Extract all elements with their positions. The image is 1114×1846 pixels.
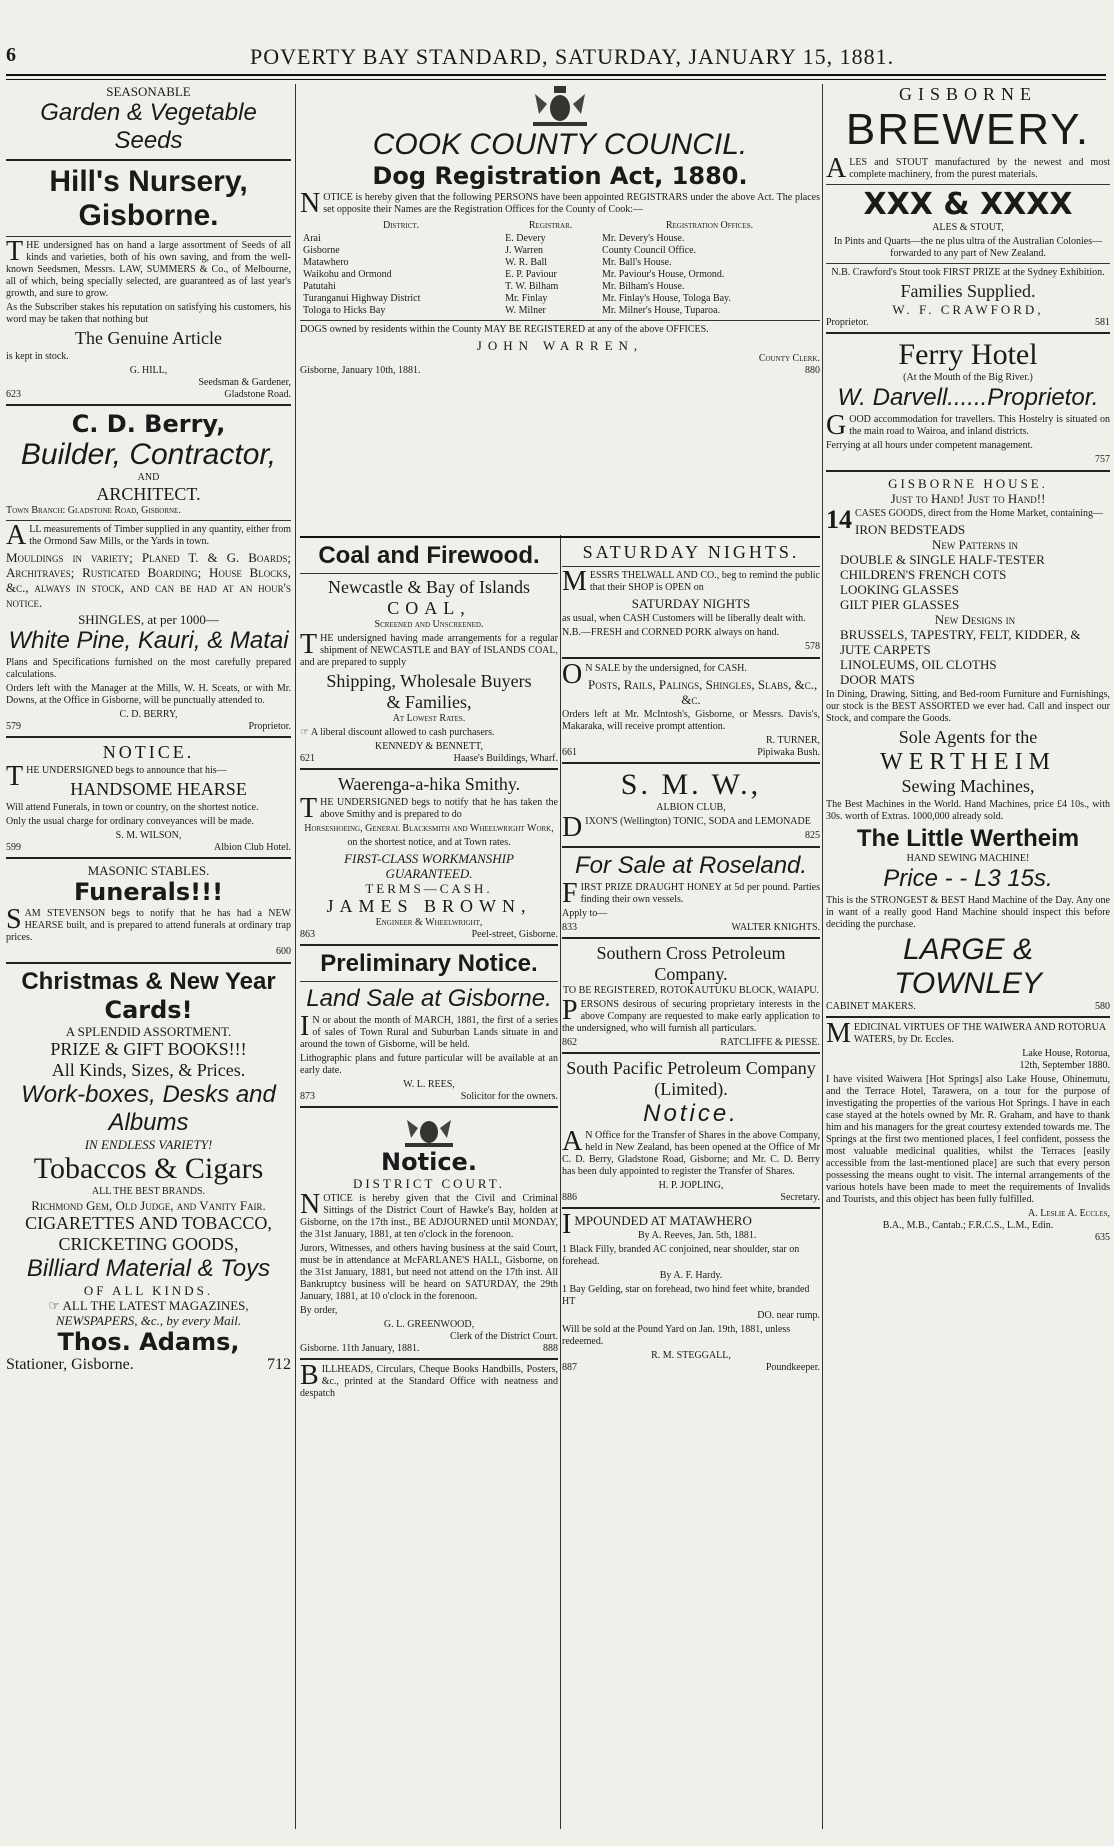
list-item: GILT PIER GLASSES (840, 597, 960, 612)
pine-heading: White Pine, Kauri, & Matai (8, 627, 289, 654)
darvell-heading: W. Darvell......Proprietor. (837, 384, 1099, 411)
notice-heading: NOTICE. (102, 742, 195, 762)
lake-text: Lake House, Rotorua, (1022, 1048, 1110, 1059)
ref-number: 578 (805, 641, 820, 652)
table-cell: Mr. Paviour's House, Ormond. (602, 269, 725, 280)
ref-number: 862 (562, 1037, 577, 1048)
column-header: Registrar. (528, 220, 573, 231)
column-header: District. (382, 220, 420, 231)
steggall-name: R. M. STEGGALL, (651, 1350, 731, 1361)
ref-number: 623 (6, 389, 21, 400)
table-cell: E. P. Paviour (505, 269, 557, 280)
satnights-text: SATURDAY NIGHTS (631, 596, 751, 611)
table-cell: Matawhero (303, 257, 349, 268)
eccles-name: A. Leslie A. Eccles, (1028, 1208, 1110, 1219)
drop-cap: D (562, 812, 583, 843)
berry-name: C. D. BERRY, (119, 709, 178, 720)
table-row (300, 233, 820, 245)
drop-cap: T (6, 236, 24, 267)
ref-number: 888 (543, 1343, 558, 1354)
council-notice (300, 84, 820, 534)
drop-cap: N (300, 1189, 321, 1220)
hill-name: G. HILL, (129, 365, 168, 376)
nursery-body: THE undersigned has on hand a large assortment of Seeds of all kinds and varieties, both of his own saving, and from the well-known Seedsmen, Messrs. LAW, SUMMERS & Co., of Melbourne, all of which, being specially selected, are guaranteed as of last year's growth, and sure to grow. (6, 236, 291, 299)
terms-text: TERMS—CASH. (365, 881, 493, 896)
stationer-text: Stationer, Gisborne. (6, 1356, 134, 1373)
hardy-text: By A. F. Hardy. (659, 1270, 723, 1281)
column-1 (6, 84, 291, 1834)
ref-number: 873 (300, 1091, 315, 1102)
table-cell: Patutahi (303, 281, 336, 292)
workboxes-heading: Work-boxes, Desks and (21, 1081, 276, 1108)
hill-place: Gladstone Road. (224, 389, 291, 400)
rees-name: W. L. REES, (403, 1079, 455, 1090)
hearse-body-2: Only the usual charge for ordinary conveyances will be made. (6, 816, 255, 827)
discount-text: ☞ A liberal discount allowed to cash purchasers. (300, 727, 495, 738)
gelding-text: 1 Bay Gelding, star on forehead, two hind feet white, branded HT (562, 1284, 810, 1307)
thelwall-text: MESSRS THELWALL AND CO., beg to remind the public that their SHOP is OPEN on (562, 566, 820, 597)
firstclass-text: FIRST-CLASS WORKMANSHIP GUARANTEED. (344, 851, 514, 881)
strongest-text: This is the STRONGEST & BEST Hand Machine of the Day. Any one in want of a really good Hand Machine should inspect this before deciding the purchase. (826, 895, 1110, 930)
hand-sewing-text: HAND SEWING MACHINE! (906, 853, 1030, 864)
ratcliffe-name: RATCLIFFE & PIESSE. (720, 1037, 820, 1048)
ref-number: 579 (6, 721, 21, 732)
newcastle-heading: Newcastle & Bay of Islands (328, 577, 530, 597)
registered-text: TO BE REGISTERED, ROTOKAUTUKU BLOCK, WAIAPU. (562, 985, 820, 996)
table-cell: Mr. Devery's House. (602, 233, 685, 244)
south-pacific-heading: South Pacific Petroleum Company (Limited). (566, 1058, 816, 1099)
brown-place: Peel-street, Gisborne. (471, 929, 558, 940)
genuine-heading: The Genuine Article (75, 328, 222, 348)
table-cell: Tologa to Hicks Bay (303, 305, 386, 316)
table-cell: W. R. Ball (505, 257, 547, 268)
shortest-text: on the shortest notice, and at Town rates. (347, 837, 511, 848)
court-date: Gisborne. 11th January, 1881. (300, 1343, 420, 1354)
branch-text: Town Branch: Gladstone Road, Gisborne. (6, 505, 181, 516)
large-heading: LARGE & TOWNLEY (894, 933, 1042, 1000)
newspapers-text: NEWSPAPERS, &c., by every Mail. (55, 1313, 242, 1328)
hearse-intro: THE UNDERSIGNED begs to announce that his— (6, 761, 227, 792)
garden-heading: Garden & Vegetable Seeds (40, 99, 257, 154)
filly-text: 1 Black Filly, branded AC conjoined, near shoulder, star on forehead. (562, 1244, 800, 1267)
albums-heading: Albums (108, 1109, 189, 1136)
nursery-body-2: As the Subscriber stakes his reputation on satisfying his customers, his word may be taken that nothing but (6, 302, 291, 325)
section-rule (300, 536, 820, 538)
screened-text: Screened and Unscreened. (374, 619, 484, 630)
ref-number: 600 (276, 946, 291, 957)
table-row (300, 305, 820, 317)
table-cell: Mr. Finlay (505, 293, 548, 304)
splendid-text: A SPLENDID ASSORTMENT. (65, 1024, 232, 1039)
jopling-name: H. P. JOPLING, (658, 1180, 724, 1191)
registrar-table (300, 218, 820, 317)
table-row (300, 245, 820, 257)
roseland-heading: For Sale at Roseland. (574, 852, 808, 879)
table-cell: J. Warren (505, 245, 544, 256)
billiard-heading: Billiard Material & Toys (26, 1255, 271, 1282)
mouth-text: (At the Mouth of the Big River.) (903, 372, 1033, 383)
list-item: DOUBLE & SINGLE HALF-TESTER (840, 552, 1045, 567)
timber-text: ALL measurements of Timber supplied in any quantity, either from the Ormond Saw Mills, or the Yards in town. (6, 520, 291, 551)
hearse-heading: HANDSOME HEARSE (70, 779, 247, 799)
drop-cap: B (300, 1360, 319, 1391)
magazines-text: ☞ ALL THE LATEST MAGAZINES, (48, 1298, 249, 1313)
goods-list (826, 522, 1110, 687)
crawford-stout-text: N.B. Crawford's Stout took FIRST PRIZE at the Sydney Exhibition. (831, 267, 1105, 278)
clerk-court: Clerk of the District Court. (449, 1331, 558, 1342)
drop-cap: S (6, 904, 22, 935)
plans-text: Plans and Specifications furnished on the most carefully prepared calculations. (6, 657, 291, 680)
drop-cap: M (562, 566, 587, 597)
turner-place: Pipiwaka Bush. (757, 747, 820, 758)
table-cell: Gisborne (303, 245, 340, 256)
drop-cap: A (562, 1126, 583, 1157)
good-text: GOOD accommodation for travellers. This Hostelry is situated on the main road to Wairoa, and inland districts. (826, 410, 1110, 441)
cases-text: 14 CASES GOODS, direct from the Home Market, containing— (826, 505, 1104, 534)
landsale-heading: Land Sale at Gisborne. (306, 985, 552, 1012)
ref-number: 886 (562, 1192, 577, 1203)
tobaccos-heading: Tobaccos & Cigars (33, 1152, 264, 1185)
ferrying-text: Ferrying at all hours under competent management. (826, 440, 1033, 451)
preliminary-heading: Preliminary Notice. (320, 950, 538, 977)
turner-name: R. TURNER, (766, 735, 820, 746)
wilson-name: S. M. WILSON, (115, 830, 182, 841)
council-heading: COOK COUNTY COUNCIL. (372, 128, 748, 161)
berry-heading: C. D. Berry, (71, 410, 226, 438)
land-body: I N or about the month of MARCH, 1881, the first of a series of sales of Town Rural and Suburban Lands situate in and around the town of Gisborne, will be held. (300, 1011, 558, 1050)
prize-heading: PRIZE & GIFT BOOKS!!! (50, 1039, 247, 1059)
ferry-heading: Ferry Hotel (898, 338, 1038, 371)
berry-role: Proprietor. (248, 721, 291, 732)
page-title: POVERTY BAY STANDARD, SATURDAY, JANUARY 15, 1881. (250, 44, 895, 69)
page-number: 6 (6, 44, 16, 66)
drop-cap: I (300, 1011, 310, 1042)
coal-subheading: COAL, (387, 598, 471, 618)
impounded-heading: IMPOUNDED AT MATAWHERO (562, 1209, 752, 1240)
ref-number: 580 (1095, 1001, 1110, 1012)
usual-text: as usual, when CASH Customers will be liberally dealt with. (562, 613, 806, 624)
persons-text: PERSONS desirous of securing proprietary interests in the above Company are requested to make early application to the undersigned, who will furnish all particulars. (562, 995, 820, 1034)
pints-text: In Pints and Quarts—the ne plus ultra of the Australian Colonies—forwarded to any part of New Zealand. (833, 236, 1103, 259)
council-date: Gisborne, January 10th, 1881. (300, 365, 421, 376)
column-divider (295, 84, 296, 1829)
ref-number: 581 (1095, 317, 1110, 328)
transfer-text: A N Office for the Transfer of Shares in the above Company, held in New Zealand, has been opened at the Office of Mr C. D. Berry, Gladstone Road, Gisborne; and Mr. C. D. Berry has been duly appointed to register the Transfer of Shares. (562, 1126, 820, 1177)
notice-heading: Notice. (381, 1148, 477, 1176)
jurors-text: Jurors, Witnesses, and others having business at the said Court, must be in attendance at McFARLANE'S HALL, Gisborne, on the 31st January, 1881, but need not attend on the 17th inst. All Bankruptcy business will be heard on SATURDAY, the 29th January, 1881, at 10 o'clock in the forenoon. (300, 1243, 558, 1302)
smw-heading: S. M. W., (620, 768, 762, 801)
nb-text: N.B.—FRESH and CORNED PORK always on hand. (562, 627, 779, 638)
architect-heading: ARCHITECT. (96, 484, 201, 504)
stevenson-text: SAM STEVENSON begs to notify that he has had a NEW HEARSE built, and is prepared to attend funerals at ordinary trap prices. (6, 904, 291, 943)
southern-heading: Southern Cross Petroleum Company. (596, 943, 786, 984)
letter-text: I have visited Waiwera [Hot Springs] also Lake House, Ohinemutu, and the Terrace Hotel, Tarawera, on a tour for the purpose of investigating the properties of the various Hot Springs. I have in each case stayed at the hotels owned by Mr. R. Graham, and have to thank him and his managers for the great courtesy extended towards me. The Springs at the first two mentioned places, I feel confident, possess the most valuable medicinal qualities, whilst the Terraces [easily accessible from the last-mentioned place] are such that every person possessing the means ought to visit. The internal arrangements of the various hotels have been made to meet the requirements of Invalids and Tourists, and this object has been fully fulfilled. (826, 1074, 1110, 1205)
drop-cap: T (6, 761, 24, 792)
ref-number: 863 (300, 929, 315, 940)
sept-text: 12th, September 1880. (1019, 1060, 1110, 1071)
clerk-role: County Clerk. (758, 353, 820, 364)
dining-text: In Dining, Drawing, Sitting, and Bed-room Furniture and Furnishings, our stock is the BEST ASSORTED we ever had. Call and inspect our Stock, and compare the Goods. (826, 689, 1110, 724)
gisborne-heading: GISBORNE (898, 84, 1037, 104)
horseshoeing-text: Horseshoeing, General Blacksmith and Wheelwright Work, (304, 823, 554, 834)
drop-cap: A (6, 520, 27, 551)
byorder-text: By order, (300, 1305, 338, 1316)
dogs-text: DOGS owned by residents within the County MAY BE REGISTERED at any of the above OFFICES. (300, 324, 709, 335)
shingles-text: SHINGLES, at per 1000— (78, 612, 219, 627)
drop-cap: M (826, 1018, 851, 1049)
medicinal-text: MEDICINAL VIRTUES OF THE WAIWERA AND ROTORUA WATERS, by Dr. Eccles. (826, 1018, 1106, 1049)
best-brands-text: ALL THE BEST BRANDS. (91, 1186, 206, 1197)
cricketing-heading: CRICKETING GOODS, (58, 1234, 239, 1254)
families-heading: Families Supplied. (900, 281, 1036, 301)
court-body: NOTICE is hereby given that the Civil and Criminal Sittings of the District Court of Hawke's Bay, holden at Gisborne, on the 17th inst., BE ADJOURNED until MONDAY, the 31st January, 1881, at ten o'clock in the forenoon. (300, 1189, 558, 1240)
ales-stout-text: ALES & STOUT, (932, 222, 1004, 233)
masonic-heading: MASONIC STABLES. (87, 863, 210, 878)
orders-text: Orders left with the Manager at the Mills, W. H. Sceats, or with Mr. Downs, at the Office in Gisborne, will be punctually attended to. (6, 683, 291, 706)
greenwood-name: G. L. GREENWOOD, (383, 1319, 475, 1330)
table-row (300, 281, 820, 293)
table-cell: T. W. Bilham (505, 281, 559, 292)
drop-cap: T (300, 793, 318, 824)
richmond-text: Richmond Gem, Old Judge, and Vanity Fair. (31, 1198, 266, 1213)
table-row (300, 293, 820, 305)
list-item: BRUSSELS, TAPESTRY, FELT, KIDDER, & JUTE CARPETS (840, 627, 1081, 657)
table-cell: Arai (303, 233, 321, 244)
table-row (300, 269, 820, 281)
albion-text: ALBION CLUB, (656, 802, 726, 813)
jopling-role: Secretary. (780, 1192, 820, 1203)
column-divider (560, 535, 561, 1829)
drop-cap: O (562, 659, 583, 690)
and-text: AND (137, 472, 160, 483)
table-cell: Mr. Milner's House, Tuparoa. (602, 305, 720, 316)
honey-text: FIRST PRIZE DRAUGHT HONEY at 5d per pound. Parties finding their own vessels. (562, 878, 820, 909)
drop-cap: I (562, 1209, 572, 1240)
nursery-heading: Hill's Nursery, Gisborne. (49, 165, 248, 232)
pointing-hand-icon: ☞ (48, 1298, 63, 1313)
notice-heading: Notice. (643, 1100, 739, 1127)
drop-cap: A (826, 153, 847, 184)
saturday-heading: SATURDAY NIGHTS. (582, 542, 800, 562)
table-cell: County Council Office. (602, 245, 697, 256)
top-rule-thin (6, 79, 1106, 80)
cabinet-text: CABINET MAKERS. (826, 1001, 916, 1012)
district-heading: DISTRICT COURT. (352, 1176, 506, 1191)
drop-cap: G (826, 410, 847, 441)
table-cell: E. Devery (505, 233, 546, 244)
warren-name: JOHN WARREN, (476, 338, 644, 353)
apply-text: Apply to— (562, 908, 608, 919)
table-row (300, 257, 820, 269)
cigarettes-heading: CIGARETTES AND TOBACCO, (25, 1213, 272, 1233)
table-cell: Waikohu and Ormond (303, 269, 392, 280)
hill-role: Seedsman & Gardener, (198, 377, 291, 388)
ref-number: 757 (1095, 454, 1110, 465)
lowest-text: At Lowest Rates. (392, 713, 466, 724)
knights-name: WALTER KNIGHTS. (731, 922, 820, 933)
table-cell: Mr. Ball's House. (602, 257, 672, 268)
builder-heading: Builder, Contractor, (20, 438, 277, 471)
onsale-text: O N SALE by the undersigned, for CASH. (562, 659, 747, 690)
drop-cap: P (562, 995, 578, 1026)
council-notice-text: NOTICE is hereby given that the following PERSONS have been appointed REGISTRARS under the above Act. The places set opposite their Names are the Registration Offices for the County of Cook:— (300, 188, 820, 219)
list-item: LINOLEUMS, OIL CLOTHS (840, 657, 997, 672)
engineer-text: Engineer & Wheelwright, (375, 917, 483, 928)
table-header (300, 218, 820, 233)
sewing-heading: Sewing Machines, (901, 776, 1035, 796)
column-4 (826, 84, 1110, 1834)
xxx-heading: XXX & XXXX (863, 187, 1073, 222)
coal-body: THE undersigned having made arrangements for a regular shipment of NEWCASTLE and BAY of ISLANDS COAL, and are prepared to supply (300, 629, 558, 668)
royal-crest-icon (525, 84, 595, 128)
billheads-text: BILLHEADS, Circulars, Cheque Books Handbills, Posters, &c., printed at the Standard Office with neatness and despatch (300, 1360, 558, 1399)
hearse-body: Will attend Funerals, in town or country, on the shortest notice. (6, 802, 259, 813)
ref-number: 661 (562, 747, 577, 758)
royal-crest-icon (399, 1112, 459, 1148)
ales-text: ALES and STOUT manufactured by the newest and most complete machinery, from the purest materials. (826, 153, 1110, 184)
table-cell: Mr. Finlay's House, Tologa Bay. (602, 293, 731, 304)
funerals-heading: Funerals!!! (73, 878, 224, 906)
ref-number: 833 (562, 922, 577, 933)
mouldings-text: Mouldings in variety; Planed T. & G. Boards; Architraves; Rusticated Boarding; House Blocks, &c., always in stock, and can be had at an hour's notice. (6, 550, 291, 610)
proprietor-role: Proprietor. (826, 317, 869, 328)
orders-text: Orders left at Mr. McIntosh's, Gisborne, or Messrs. Davis's, Makaraka, will receive prompt attention. (562, 709, 820, 732)
list-item: LOOKING GLASSES (840, 582, 959, 597)
cases-number: 14 (826, 505, 852, 534)
pointing-hand-icon: ☞ (300, 727, 311, 738)
price-heading: Price - - L3 15s. (883, 865, 1053, 892)
top-rule (6, 74, 1106, 76)
table-cell: Turanganui Highway District (303, 293, 421, 304)
adams-heading: Thos. Adams, (57, 1328, 240, 1356)
table-cell: Mr. Bilham's House. (602, 281, 685, 292)
do-text: DO. near rump. (757, 1310, 820, 1321)
kept-text: is kept in stock. (6, 351, 69, 362)
ref-number: 635 (1095, 1232, 1110, 1243)
posts-text: Posts, Rails, Palings, Shingles, Slabs, &c., &c. (588, 677, 818, 707)
rees-role: Solicitor for the owners. (460, 1091, 558, 1102)
drop-cap: T (300, 629, 318, 660)
litho-text: Lithographic plans and future particular will be available at an early date. (300, 1053, 558, 1076)
endless-text: IN ENDLESS VARIETY! (84, 1137, 213, 1152)
house-heading: GISBORNE HOUSE. (888, 476, 1048, 491)
kinds-text: All Kinds, Sizes, & Prices. (51, 1060, 246, 1080)
justhand-text: Just to Hand! Just to Hand!! (890, 491, 1046, 506)
wertheim-heading: WERTHEIM (880, 749, 1056, 775)
sole-heading: Sole Agents for the (898, 727, 1038, 747)
best-machines-text: The Best Machines in the World. Hand Machines, price £4 10s., with 30s. worth of Extras. 1000,000 already sold. (826, 799, 1110, 822)
reeves-text: By A. Reeves, Jan. 5th, 1881. (638, 1230, 757, 1241)
list-item: DOOR MATS (840, 672, 915, 687)
table-cell: W. Milner (505, 305, 546, 316)
steggall-role: Poundkeeper. (765, 1362, 820, 1373)
column-divider (822, 84, 823, 1829)
column-3 (562, 542, 820, 1832)
seasonable-heading: SEASONABLE (106, 84, 191, 99)
christmas-heading: Christmas & New Year (21, 968, 276, 995)
families-heading: & Families, (386, 692, 472, 712)
brewery-heading: BREWERY. (845, 105, 1091, 154)
kennedy-name: KENNEDY & BENNETT, (374, 741, 484, 752)
list-item: New Designs in (934, 612, 1016, 627)
shipping-heading: Shipping, Wholesale Buyers (326, 671, 532, 691)
eccles-degrees: B.A., M.B., Cantab.; F.R.C.S., L.M., Edin. (882, 1220, 1054, 1231)
ref-number: 621 (300, 753, 315, 764)
ref-number: 880 (805, 365, 820, 376)
ref-number: 712 (267, 1356, 291, 1373)
kennedy-place: Haase's Buildings, Wharf. (453, 753, 558, 764)
ref-number: 887 (562, 1362, 577, 1373)
sold-text: Will be sold at the Pound Yard on Jan. 19th, 1881, unless redeemed. (562, 1324, 791, 1347)
dixon-text: DIXON'S (Wellington) TONIC, SODA and LEMONADE (562, 812, 811, 843)
act-heading: Dog Registration Act, 1880. (372, 162, 748, 190)
column-header: Registration Offices. (665, 220, 754, 231)
ref-number: 599 (6, 842, 21, 853)
crawford-name: W. F. CRAWFORD, (892, 302, 1044, 317)
list-item: CHILDREN'S FRENCH COTS (840, 567, 1007, 582)
list-item: IRON BEDSTEADS (855, 522, 966, 537)
all-kinds-text: OF ALL KINDS. (83, 1283, 214, 1298)
smithy-body: THE UNDERSIGNED begs to notify that he has taken the above Smithy and is prepared to do (300, 793, 558, 824)
brown-name: JAMES BROWN, (326, 896, 532, 916)
drop-cap: N (300, 188, 321, 219)
drop-cap: F (562, 878, 578, 909)
column-2 (300, 542, 558, 1832)
ref-number: 825 (805, 830, 820, 841)
cards-heading: Cards! (104, 996, 193, 1024)
coal-heading: Coal and Firewood. (318, 542, 540, 569)
wilson-place: Albion Club Hotel. (214, 842, 291, 853)
list-item: New Patterns in (931, 537, 1019, 552)
smithy-heading: Waerenga-a-hika Smithy. (337, 774, 521, 794)
little-heading: The Little Wertheim (856, 825, 1080, 852)
